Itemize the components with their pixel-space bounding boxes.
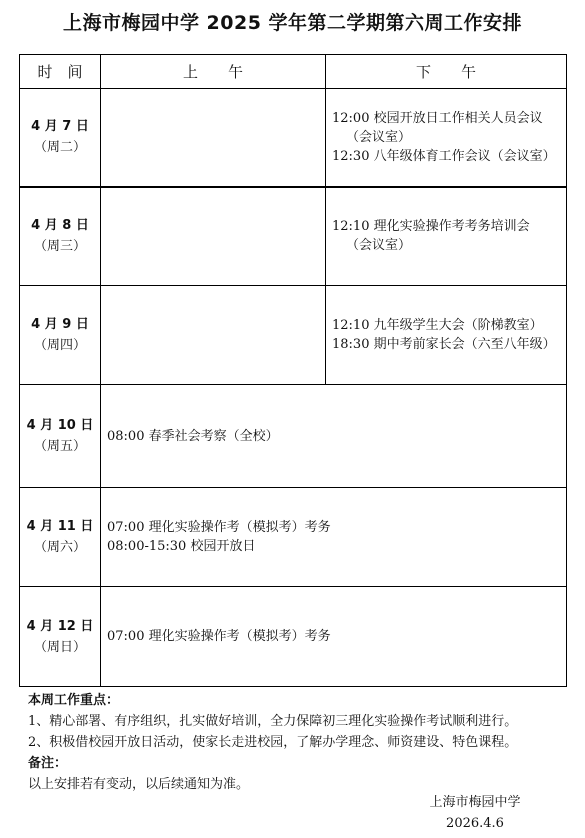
day-weekday: （周日） [33,639,86,655]
signature [410,792,540,834]
pm-line: 12:10 理化实验操作考考务培训会 [332,219,530,235]
day-date: 4 月 7 日 [31,119,89,135]
day-date: 4 月 10 日 [26,418,94,433]
footer-notes [28,690,568,795]
pm-line: 12:30 八年级体育工作会议（会议室） [332,148,556,164]
table-row [20,385,567,488]
day-cell [20,385,101,488]
pm-line: 18:30 期中考前家长会（六至八年级） [332,337,556,352]
full-day-line: 07:00 理化实验操作考（模拟考）考务 [107,520,331,535]
day-date: 4 月 12 日 [26,618,94,634]
focus-heading: 本周工作重点： [28,693,120,708]
signature-org: 上海市梅园中学 [429,795,521,810]
day-cell [20,187,101,286]
day-weekday: （周六） [33,540,86,555]
table-row [20,89,567,187]
table-header-row [20,55,567,89]
day-date: 4 月 9 日 [31,317,89,332]
full-day-line: 08:00-15:30 校园开放日 [107,539,256,554]
pm-line: （会议室） [346,129,412,145]
signature-date: 2026.4.6 [446,816,504,831]
pm-cell [326,286,567,385]
table-row [20,488,567,587]
note-heading: 备注： [28,756,68,771]
page-title: 上海市梅园中学 2025 学年第二学期第六周工作安排 [62,12,523,34]
day-cell [20,488,101,587]
focus-item: 1、精心部署、有序组织，扎实做好培训，全力保障初三理化实验操作考试顺利进行。 [28,714,518,729]
header-pm: 下 午 [326,55,567,89]
full-day-line: 08:00 春季社会考察（全校） [107,428,279,444]
focus-item: 2、积极借校园开放日活动，使家长走进校园，了解办学理念、师资建设、特色课程。 [28,735,518,750]
table-row [20,587,567,687]
day-weekday: （周五） [33,439,86,454]
am-cell [101,286,326,385]
pm-cell [326,187,567,286]
day-weekday: （周三） [33,239,86,255]
am-cell [101,89,326,187]
note-text: 以上安排若有变动，以后续通知为准。 [28,777,250,792]
header-time: 时 间 [20,55,101,89]
full-day-cell [101,587,567,687]
day-cell [20,587,101,687]
day-cell [20,286,101,385]
table-row [20,286,567,385]
pm-line: （会议室） [346,238,412,254]
header-am: 上 午 [101,55,326,89]
pm-cell [326,89,567,187]
am-cell [101,187,326,286]
schedule-table [19,54,567,687]
table-row [20,187,567,286]
full-day-cell [101,488,567,587]
day-date: 4 月 11 日 [26,519,94,534]
pm-line: 12:10 九年级学生大会（阶梯教室） [332,318,543,333]
day-weekday: （周四） [33,338,86,353]
day-date: 4 月 8 日 [31,218,89,234]
full-day-cell [101,385,567,488]
day-cell [20,89,101,187]
pm-line: 12:00 校园开放日工作相关人员会议 [332,110,543,126]
full-day-line: 07:00 理化实验操作考（模拟考）考务 [107,629,331,644]
day-weekday: （周二） [33,140,86,156]
